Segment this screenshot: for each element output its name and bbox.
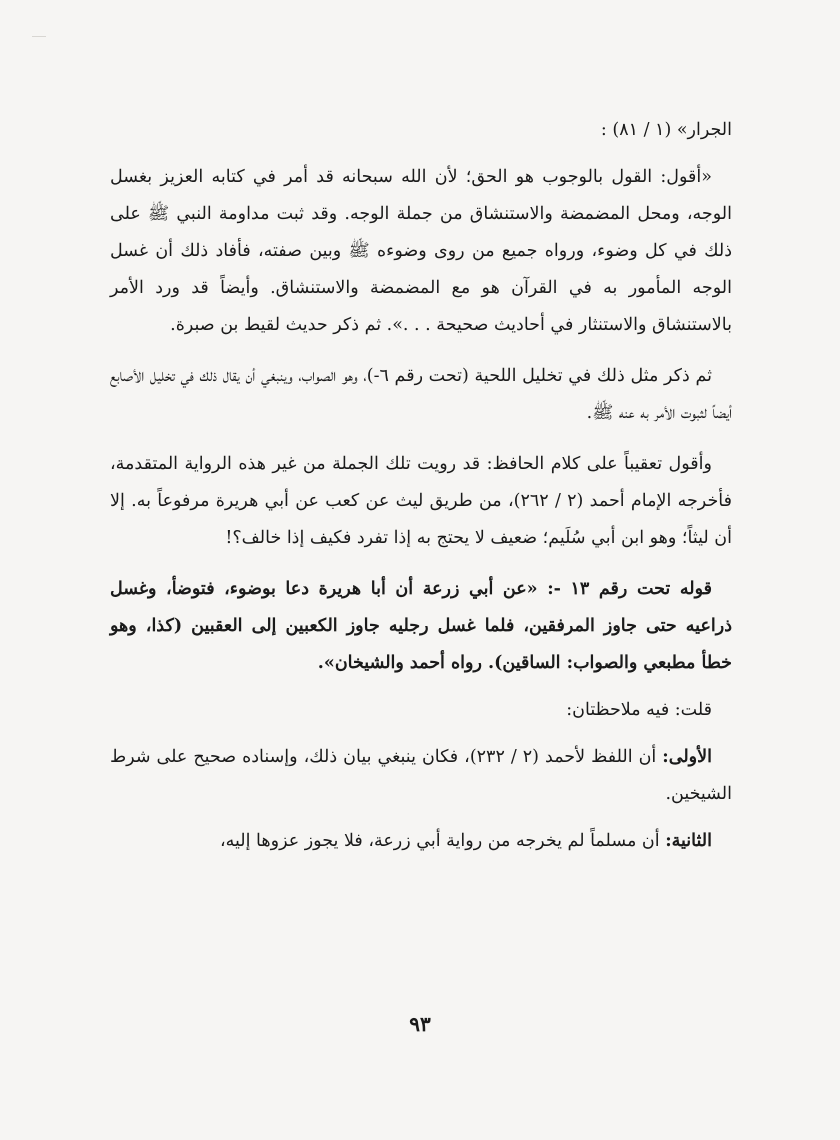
quoted-paragraph	[110, 159, 732, 344]
scan-edge-mark	[32, 36, 46, 37]
commentary-paragraph-text: وأقول تعقيباً على كلام الحافظ: قد رويت تلك الجملة من غير هذه الرواية المتقدمة، فأخرجه الإمام أحمد (٢ / ٢٦٢)، من طريق ليث عن كعب عن أبي هريرة مرفوعاً به. إلا أن ليثاً؛ وهو ابن أبي سُلَيم؛ ضعيف لا يحتج به إذا تفرد فكيف إذا خالف؟!	[110, 454, 732, 548]
source-reference-line	[110, 112, 732, 149]
page-number: ٩٣	[409, 1012, 431, 1036]
second-remark-text: أن مسلماً لم يخرجه من رواية أبي زرعة، فلا يجوز عزوها إليه،	[219, 831, 660, 851]
first-remark	[110, 739, 732, 813]
hadith-paragraph	[110, 571, 732, 682]
first-remark-label: الأولى:	[662, 747, 712, 767]
second-remark	[110, 823, 732, 860]
beard-paragraph-text: ثم ذكر مثل ذلك في تخليل اللحية (تحت رقم ٦-)، وهو الصواب، وينبغي أن يقال ذلك في تخليل الأصابع أيضاً لثبوت الأمر به عنه ﷺ.	[110, 366, 732, 423]
source-reference-text: الجرار» (١ / ٨١) :	[600, 120, 732, 140]
commentary-paragraph	[110, 446, 732, 557]
first-remark-text: أن اللفظ لأحمد (٢ / ٢٣٢)، فكان ينبغي بيان ذلك، وإسناده صحيح على شرط الشيخين.	[110, 747, 732, 804]
beard-paragraph	[110, 358, 732, 432]
remarks-intro	[110, 692, 732, 729]
book-page	[110, 112, 732, 860]
quoted-paragraph-text: «أقول: القول بالوجوب هو الحق؛ لأن الله سبحانه قد أمر في كتابه العزيز بغسل الوجه، ومحل المضمضة والاستنشاق من جملة الوجه. وقد ثبت مداومة النبي ﷺ على ذلك في كل وضوء، ورواه جميع من روى وضوءه ﷺ وبين صفته، فأفاد ذلك أن غسل الوجه المأمور به في القرآن هو مع المضمضة والاستنشاق. وأيضاً قد ورد الأمر بالاستنشاق والاستنثار في أحاديث صحيحة . . .». ثم ذكر حديث لقيط بن صبرة.	[110, 167, 732, 335]
second-remark-label: الثانية:	[665, 831, 712, 851]
hadith-paragraph-text: قوله تحت رقم ١٣ -: «عن أبي زرعة أن أبا هريرة دعا بوضوء، فتوضأ، وغسل ذراعيه حتى جاوز المرفقين، فلما غسل رجليه جاوز الكعبين إلى العقبين (كذا، وهو خطأ مطبعي والصواب: الساقين). رواه أحمد والشيخان».	[110, 579, 732, 673]
remarks-intro-text: قلت: فيه ملاحظتان:	[566, 700, 712, 720]
